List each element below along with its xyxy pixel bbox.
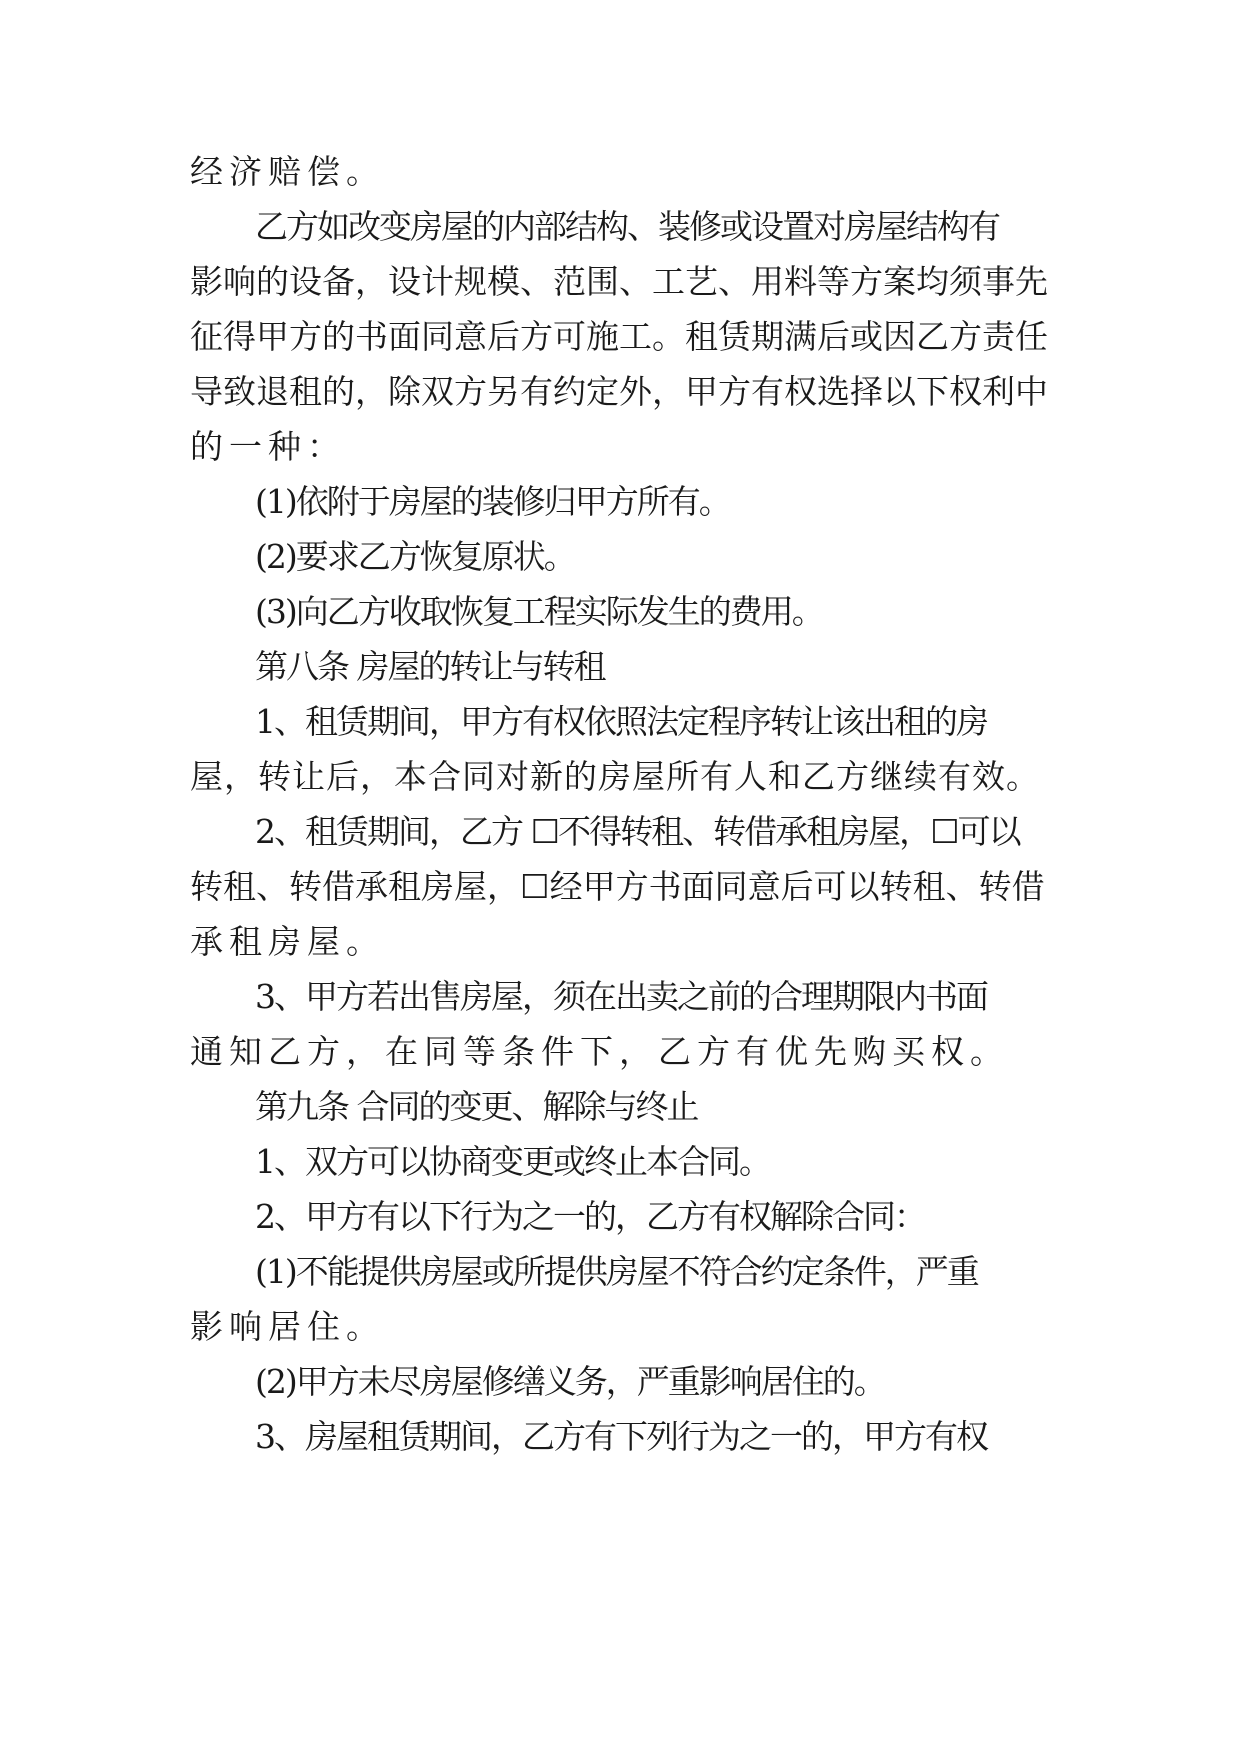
section-heading: 第九条 合同的变更、解除与终止	[255, 1087, 698, 1126]
list-item: (2)甲方未尽房屋修缮义务，严重影响居住的。	[255, 1362, 885, 1401]
list-item: (1)依附于房屋的装修归甲方所有。	[255, 482, 730, 521]
text-line: 导致退租的，除双方另有约定外，甲方有权选择以下权利中	[190, 372, 1048, 411]
text-line: 2、甲方有以下行为之一的，乙方有权解除合同：	[255, 1197, 925, 1236]
text-line: 的一种：	[190, 427, 346, 466]
text-line: 3、房屋租赁期间，乙方有下列行为之一的，甲方有权	[255, 1417, 987, 1456]
list-item: (2)要求乙方恢复原状。	[255, 537, 575, 576]
text-line: 1、租赁期间，甲方有权依照法定程序转让该出租的房	[255, 702, 987, 741]
text-line: 2、租赁期间，乙方 ☐不得转租、转借承租房屋，☐可以	[255, 812, 1020, 851]
text-line: 承租房屋。	[190, 922, 385, 961]
text-line: 转租、转借承租房屋，☐经甲方书面同意后可以转租、转借	[190, 867, 1045, 906]
text-line: 屋，转让后，本合同对新的房屋所有人和乙方继续有效。	[190, 757, 1040, 796]
text-line: 经济赔偿。	[190, 152, 385, 191]
text-line: 1、双方可以协商变更或终止本合同。	[255, 1142, 770, 1181]
text-line: 3、甲方若出售房屋，须在出卖之前的合理期限内书面	[255, 977, 987, 1016]
section-heading: 第八条 房屋的转让与转租	[255, 647, 605, 686]
list-item: (3)向乙方收取恢复工程实际发生的费用。	[255, 592, 823, 631]
text-line: 通知乙方，在同等条件下，乙方有优先购买权。	[190, 1032, 1009, 1071]
text-line: 影响的设备，设计规模、范围、工艺、用料等方案均须事先	[190, 262, 1048, 301]
text-line: 征得甲方的书面同意后方可施工。租赁期满后或因乙方责任	[190, 317, 1048, 356]
text-line: 影响居住。	[190, 1307, 385, 1346]
list-item: (1)不能提供房屋或所提供房屋不符合约定条件，严重	[255, 1252, 978, 1291]
text-line: 乙方如改变房屋的内部结构、装修或设置对房屋结构有	[255, 207, 999, 246]
